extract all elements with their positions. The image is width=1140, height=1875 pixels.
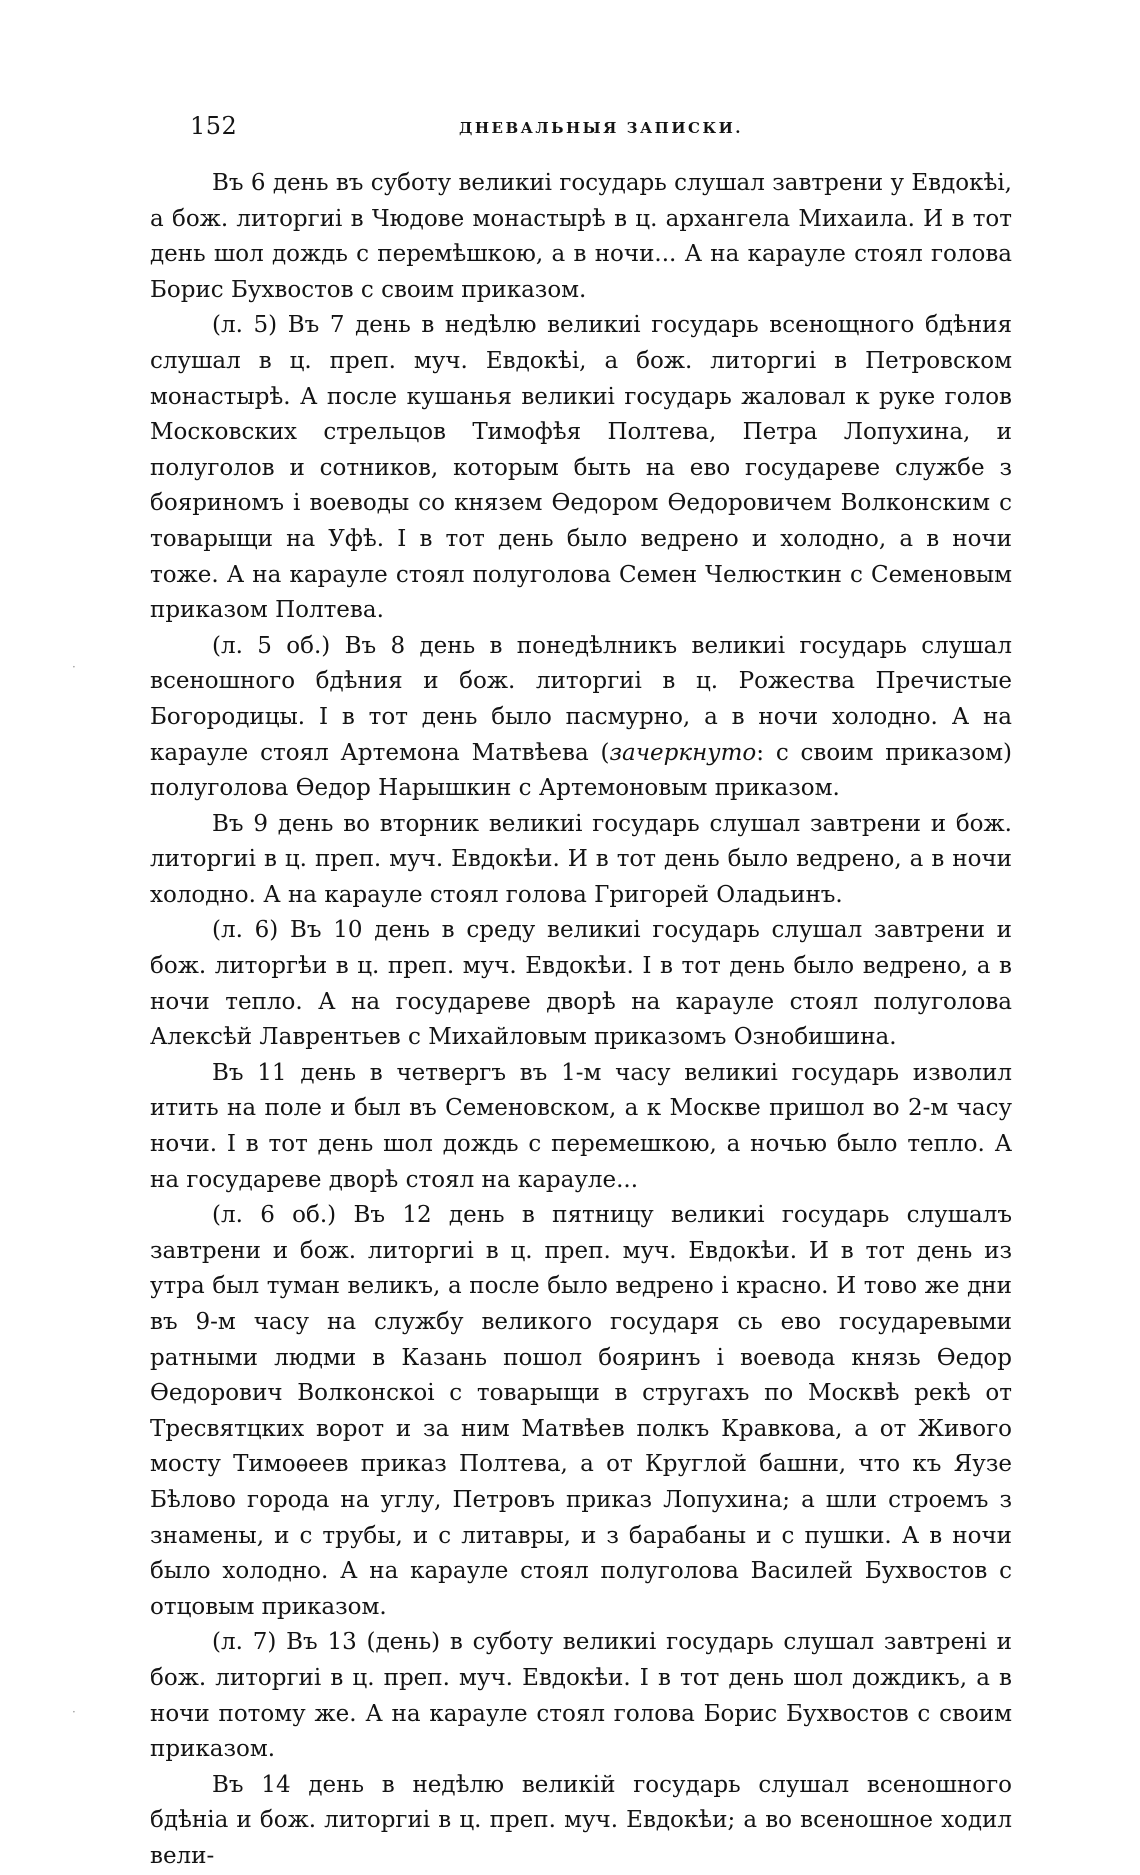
entry-day-10 [150,913,1012,1055]
diary-text [150,166,1012,1875]
entry-day-7 [150,308,1012,628]
sheet-reference: (л. 5) [212,312,278,339]
sheet-reference: (л. 5 об.) [212,632,331,659]
entry-text: Въ 8 день в понедѣлникъ великиі государь слушал всеношного бдѣния и бож. литоргиі в ц. Рожества Пречистые Богородицы. І в тот день было пасмурно, а в ночи холодно. А на карауле стоял Артемона Матвѣева ( [150,632,1012,766]
entry-text: Въ 11 день в четвергъ въ 1-м часу великиі государь изволил итить на поле и был въ Семеновском, а к Москве пришол во 2-м часу ночи. І в тот день шол дождь с перемешкою, а ночью было тепло. А на государеве дворѣ стоял на карауле... [150,1059,1012,1193]
margin-dot-icon: · [72,1705,76,1719]
entry-text: Въ 9 день во вторник великиі государь слушал завтрени и бож. литоргиі в ц. преп. муч. Евдокѣи. И в тот день было ведрено, а в ночи холодно. А на карауле стоял голова Григорей Оладьинъ. [150,810,1012,908]
entry-day-6 [150,166,1012,308]
entry-text-continued: : с своим приказом) полуголова Өедор Нарышкин с Артемоновым приказом. [150,739,1012,802]
crossed-out-note: зачеркнуто [609,739,757,766]
entry-day-13 [150,1625,1012,1767]
entry-day-14 [150,1768,1012,1875]
entry-text: Въ 13 (день) в суботу великиі государь слушал завтрені и бож. литоргиі в ц. преп. муч. Евдокѣи. І в тот день шол дождикъ, а в ночи потому же. А на карауле стоял голова Борис Бухвостов с своим приказом. [150,1629,1013,1763]
sheet-reference: (л. 7) [212,1629,277,1656]
sheet-reference: (л. 6) [212,917,279,944]
entry-day-11 [150,1056,1012,1198]
margin-dot-icon: · [72,660,76,674]
entry-text: Въ 10 день в среду великиі государь слушал завтрени и бож. литоргѣи в ц. преп. муч. Евдокѣи. І в тот день было ведрено, а в ночи тепло. А на государеве дворѣ на карауле стоял полуголова Алексѣй Лаврентьев с Михайловым приказомъ Ознобишина. [150,917,1012,1051]
entry-day-9 [150,807,1012,914]
page-number: 152 [190,112,238,140]
entry-day-12 [150,1198,1012,1625]
sheet-reference: (л. 6 об.) [212,1202,337,1229]
entry-text: Въ 6 день въ суботу великиі государь слушал завтрени у Евдокѣі, а бож. литоргиі в Чюдове монастырѣ в ц. архангела Михаила. И в тот день шол дождь с перемѣшкою, а в ночи... А на карауле стоял голова Борис Бухвостов с своим приказом. [150,170,1012,303]
running-title: ДНЕВАЛЬНЫЯ ЗАПИСКИ. [459,119,743,137]
page-header [190,112,1012,152]
entry-text: Въ 12 день в пятницу великиі государь слушалъ завтрени и бож. литоргиі в ц. преп. муч. Евдокѣи. И в тот день из утра был туман великъ, а после было ведрено і красно. И тово же дни въ 9-м часу на службу великого государя сь ево государевыми ратными людми в Казань пошол бояринъ і воевода князь Өедор Өедорович Волконскоі с товарыщи в стругахъ по Москвѣ рекѣ от Тресвятцких ворот и за ним Матвѣев полкъ Кравкова, а от Живого мосту Тимоѳеев приказ Полтева, а от Круглой башни, что къ Яузе Бѣлово города на углу, Петровъ приказ Лопухина; а шли строемъ з знамены, и с трубы, и с литавры, и з барабаны и с пушки. А в ночи было холодно. А на карауле стоял полуголова Василей Бухвостов с отцовым приказом. [150,1202,1012,1620]
entry-day-8 [150,629,1012,807]
entry-text: Въ 7 день в недѣлю великиі государь всенощного бдѣния слушал в ц. преп. муч. Евдокѣі, а бож. литоргиі в Петровском монастырѣ. А после кушанья великиі государь жаловал к руке голов Московских стрельцов Тимофѣя Полтева, Петра Лопухина, и полуголов и сотников, которым быть на ево государеве службе з бояриномъ і воеводы со князем Өедором Өедоровичем Волконским с товарыщи на Уфѣ. І в тот день было ведрено и холодно, а в ночи тоже. А на карауле стоял полуголова Семен Челюсткин с Семеновым приказом Полтева. [150,312,1013,624]
entry-text: Въ 14 день в недѣлю великій государь слушал всеношного бдѣніа и бож. литоргиі в ц. преп. муч. Евдокѣи; а во всеношное ходил вели- [150,1771,1012,1869]
